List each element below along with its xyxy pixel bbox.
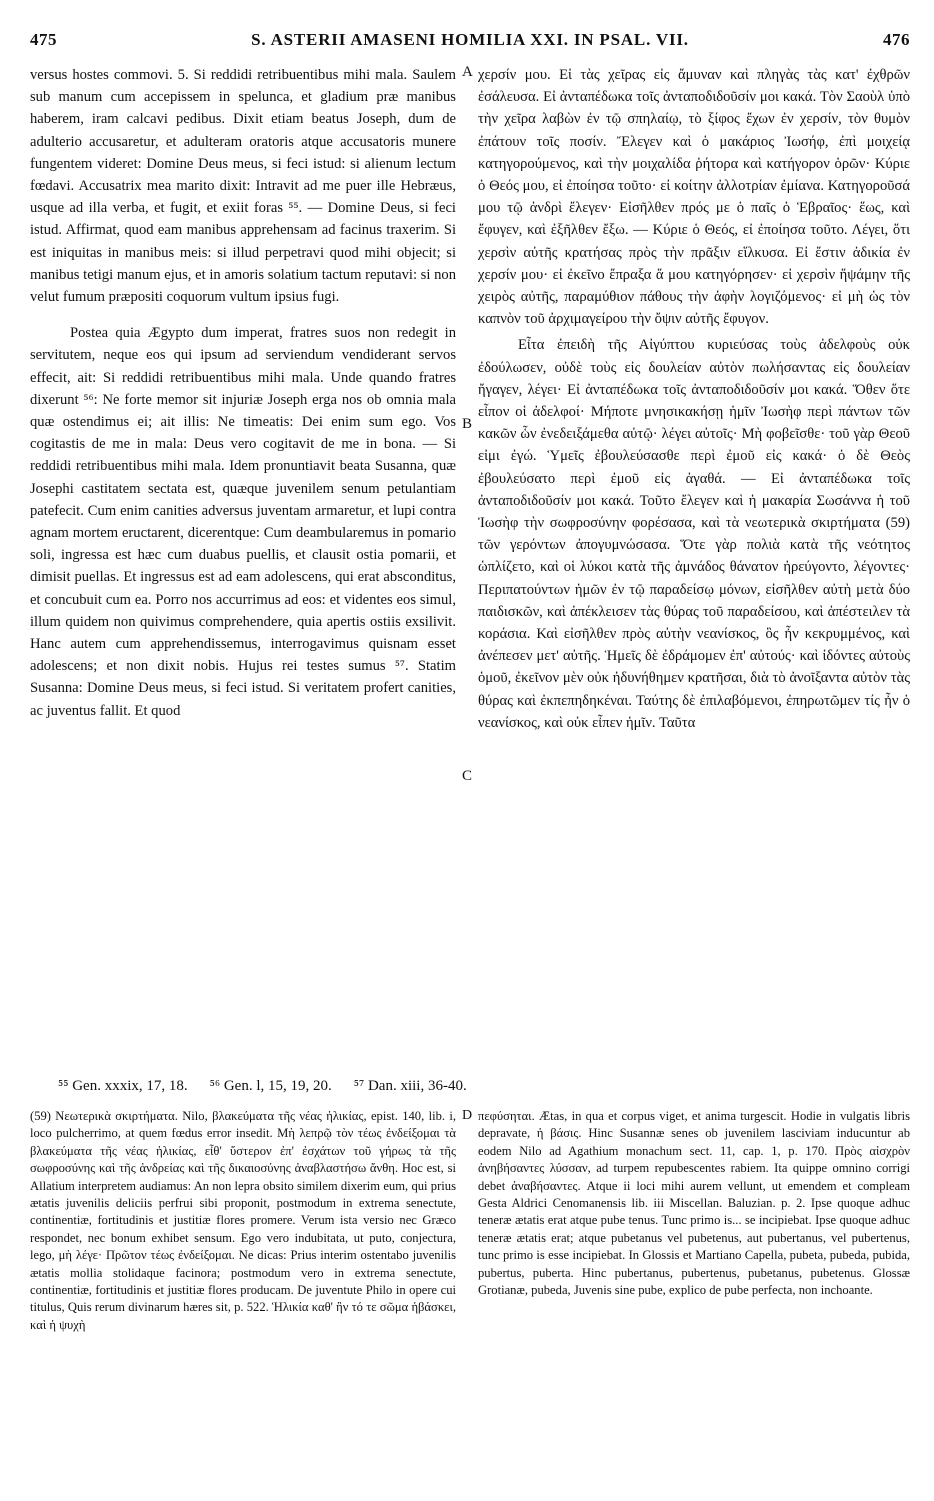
running-header [30,30,910,58]
page-number-right: 476 [883,30,910,49]
latin-paragraph-1: versus hostes commovi. 5. Si reddidi retribuentibus mihi mala. Saulem sub manum cum accepissem in spelunca, et gladium præ manibus haberem, iram calcavi pedibus. Dixit etiam beatus Joseph, dum de adulterio accusaretur, et adulteram oratoris atque accusatoris munere fungentem videret: Domine Deus meus, si feci istud: si alienum lectum fœdavi. Accusatrix mea marito dixit: Intravit ad me puer ille Hebræus, usque ad illa verba, et fugit, et exiit foras ⁵⁵. — Domine Deus, si feci istud. Affirmat, quod eam manibus apprehensam ad facinus traxerim. Si est iniquitas in manibus meis: si illud perpetravi quod mihi objecit; si manibus tetigi manum ejus, et in amoris solatium tactum reputavi: si non velut fumum præpositi coquorum vultum ipsius fugi. [30,67,456,306]
column-marker-b: B [462,416,473,432]
note-59-continuation: πεφύσηται. Ætas, in qua et corpus viget, et anima turgescit. Hodie in vulgatis libris depravate, ἡ βάσις. Hinc Susannæ senes ob juvenilem lasciviam inducuntur ab eodem Nilo ad Agathium monachum sect. 11, cap. 1, p. 170. Πρὸς αἰσχρὸν ἀνηβήσαντες λύσσαν, ad turpem repubescentes rabiem. Ita quippe omnino corrigi debet ἀναβήσαντες. Atque ii loci mihi aurem vellunt, ut emendem et compleam Gesta Aldrici Cenomanensis lib. iii Miscellan. Baluzian. p. 2. Ipse quoque adhuc teneræ ætatis erat atque pube tenus. Tunc primo is... se incipiebat. Ipse quoque adhuc teneræ ætatis erat; atque pubetanus vel pubetenus, aut pubertanus, vel pubertenus, tunc primo is esse incipiebat. In Glossis et Martiano Capella, pubeta, pubeda, pubida, pubertus, puberta. Hinc pubertanus, pubertenus, pubetanus, pubetenus. Glossæ Grotianæ, pubeda, Juvenis sine pube, explico de pube perfecta, non inchoante. [478,1109,910,1298]
page-number-left: 475 [30,30,57,49]
note-column-right [478,1108,910,1299]
reference-55: ⁵⁵ Gen. xxxix, 17, 18. [58,1078,188,1094]
footnotes [30,1108,910,1468]
reference-57: ⁵⁷ Dan. xiii, 36-40. [353,1078,467,1094]
note-59-text: (59) Νεωτερικὰ σκιρτήματα. Nilo, βλακεύματα τῆς νέας ἡλικίας, epist. 140, lib. i, loco pulcherrimo, at quem fœdus error insedit. Μὴ λεπρῷ τὸν τέως ἐνδείξομαι τὰ βλακεύματα τῆς νέας ἡλικίας, εἶθ' ὕστερον ἐπ' ἐσχάτων τοῦ γήρως τὰ τῆς σωφροσύνης καὶ τῆς ἀνδρείας καὶ τῆς δικαιοσύνης ἀναβλαστήσω ἄνθη. Hoc est, si Allatium interpretem audiamus: An non lepra obsito similem dixerim eum, qui prius ætatis juvenilis deliciis perfrui sibi proponit, postmodum in extrema senectute, continentiæ, fortitudinis et justitiæ flores promere. Verum ista versio nec Græco respondet, nec bonum exhibet sensum. Ego vero indubitata, ut puto, conjectura, lego, μὴ λέγε· Πρῶτον τέως ἐνδείξομαι. Ne dicas: Prius interim ostentabo juvenilis ætatis mollia stolidaque facinora; postmodum vero in extrema senectute, continentiæ, fortitudinis et justitiæ flores producam. De juventute Philo in opere cui titulus, Quis rerum divinarum hæres sit, p. 522. Ἡλικία καθ' ἣν τό τε σῶμα ἡβάσκει, καὶ ἡ ψυχὴ [30,1109,456,1332]
column-marker-a: A [462,64,473,80]
latin-column [30,64,456,722]
running-title: S. ASTERII AMASENI HOMILIA XXI. IN PSAL. VII. [251,30,689,49]
column-marker-c: C [462,768,473,784]
column-marker-d: D [462,1108,473,1123]
latin-paragraph-2: Postea quia Ægypto dum imperat, fratres suos non redegit in servitutem, neque eos qui ipsum ad serviendum vendiderant servos effecit, ait: Si reddidi retribuentibus mihi mala. Unde quando fratres dixerunt ⁵⁶: Ne forte memor sit injuriæ Joseph erga nos ob omnia mala quæ ostendimus ei; ait illis: Ne timeatis: Dei enim sum ego. Vos cogitastis de me in mala: Deus vero cogitavit de me in bona. — Si reddidi retribuentibus mihi mala. Idem pronuntiavit beata Susanna, quæ Josephi castitatem sectata est, quæque juvenilem senum petulantiam patefecit. Cum enim canities adversus juventam armaretur, et lupi contra agnam mortem eructarent, dicerentque: Cum deambularemus in pomario soli, ingressa est hæc cum duabus puellis, et clausit ostia pomarii, et dimisit puellas. Et ingressus est ad eam adolescens, qui erat absconditus, et concubuit cum ea. Porro nos accurrimus ad eos: et videntes eos simul, illum quidem non quivimus comprehendere, quia apertis ostiis exsilivit. Hanc autem cum apprehendissemus, interrogavimus quisnam esset adolescens; et non dixit nobis. Hujus rei testes sumus ⁵⁷. Statim Susanna: Domine Deus meus, si feci istud. Si veritatem profert canities, ac juventus fallit. Et quod [30,325,456,719]
note-column-left [30,1108,456,1334]
scripture-references [58,1078,878,1095]
greek-paragraph-1: χερσίν μου. Εἰ τὰς χεῖρας εἰς ἄμυναν καὶ πληγὰς τὰς κατ' ἐχθρῶν ἐσάλευσα. Εἰ ἀνταπέδωκα τοῖς ἀνταποδιδοῦσίν μοι κακά. Τὸν Σαοὺλ ὑπὸ τὴν χεῖρα λαβὼν ἐν τῷ σπηλαίῳ, τὸ ξίφος ἔχων ἐν χερσίν, τὸν θυμὸν ἐπάτουν τοῖς ποσίν. Ἔλεγεν καὶ ὁ μακάριος Ἰωσήφ, ἐπὶ μοιχείᾳ κατηγορούμενος, καὶ τὴν μοιχαλίδα ῥήτορα καὶ κατήγορον ὁρῶν· Κύριε ὁ Θεός μου, εἰ ἐποίησα τοῦτο· εἰ κοίτην ἀλλοτρίαν ἐμίανα. Κατηγοροῦσά μου τῷ ἀνδρὶ ἔλεγεν· Εἰσῆλθεν πρός με ὁ παῖς ὁ Ἑβραῖος· ἕως, καὶ ἔφυγεν, καὶ ἐξῆλθεν ἔξω. — Κύριε ὁ Θεός, εἰ ἐποίησα τοῦτο. Λέγει, ὅτι χερσὶν αὐτῆς κρατήσας πρὸς τὴν πρᾶξιν εἵλκυσα. Εἰ ἔστιν ἀδικία ἐν χερσίν μου· εἰ ἐκεῖνο ἔπραξα ἅ μου κατηγόρησεν· εἰ χερσὶν ἥψάμην τῆς χειρὸς αὐτῆς, παραμύθιον πάθους τὴν ἁφὴν λογιζόμενος· εἰ μὴ ὡς τὸν καπνὸν τοῦ ἀρχιμαγείρου τὴν ὄψιν αὐτῆς ἔφυγον. [478,67,910,328]
greek-column [478,64,910,734]
main-text [30,64,910,1064]
reference-56: ⁵⁶ Gen. l, 15, 19, 20. [209,1078,332,1094]
greek-paragraph-2: Εἶτα ἐπειδὴ τῆς Αἰγύπτου κυριεύσας τοὺς ἀδελφοὺς οὐκ ἐδούλωσεν, οὐδὲ τοὺς εἰς δουλείαν αὐτὸν πωλήσαντας εἰς δουλείαν ἤγαγεν, λέγει· Εἰ ἀνταπέδωκα τοῖς ἀνταποδιδοῦσίν μοι κακά. Ὅθεν ὅτε εἶπον οἱ ἀδελφοί· Μήποτε μνησικακήσῃ ἡμῖν Ἰωσὴφ περὶ πάντων τῶν κακῶν ὧν ἐνεδειξάμεθα αὐτῷ· λέγει αὐτοῖς· Μὴ φοβεῖσθε· τοῦ γὰρ Θεοῦ εἰμι ἐγώ. Ὑμεῖς ἐβουλεύσασθε περὶ ἐμοῦ εἰς κακά· ὁ δὲ Θεὸς ἐβουλεύσατο περὶ ἐμοῦ εἰς ἀγαθά. — Εἰ ἀνταπέδωκα τοῖς ἀνταποδιδοῦσίν μοι κακά. Τοῦτο ἔλεγεν καὶ ἡ μακαρία Σωσάννα ἡ τοῦ Ἰωσὴφ τὴν σωφροσύνην φορέσασα, καὶ τὰ νεωτερικὰ σκιρτήματα (59) τῶν γερόντων ἀπογυμνώσασα. Ὅτε γὰρ πολιὰ κατὰ τῆς νεότητος ὡπλίζετο, καὶ οἱ λύκοι κατὰ τῆς ἀμνάδος θάνατον ἠρεύγοντο, λέγοντες· Περιπατούντων ἡμῶν ἐν τῷ παραδείσῳ μόνων, εἰσῆλθεν αὐτὴ μετὰ δύο παιδισκῶν, καὶ ἀπέκλεισεν τὰς θύρας τοῦ παραδείσου, καὶ ἀπέστειλεν τὰ κοράσια. Καὶ εἰσῆλθεν πρὸς αὐτὴν νεανίσκος, ὃς ἦν κεκρυμμένος, καὶ ἀνέπεσεν μετ' αὐτῆς. Ἡμεῖς δὲ ἐδράμομεν ἐπ' αὐτούς· καὶ ἰδόντες αὐτοὺς ὁμοῦ, ἐκεῖνον μὲν οὐκ ἠδυνήθημεν κρατῆσαι, διὰ τὸ ἀνοῖξαντα αὐτὸν τὰς θύρας καὶ ἐκπεπηδηκέναι. Ταύτης δὲ ἐπιλαβόμενοι, ἐπηρωτῶμεν τίς ἦν ὁ νεανίσκος, καὶ οὐκ εἶπεν ἡμῖν. Ταῦτα [478,337,910,731]
